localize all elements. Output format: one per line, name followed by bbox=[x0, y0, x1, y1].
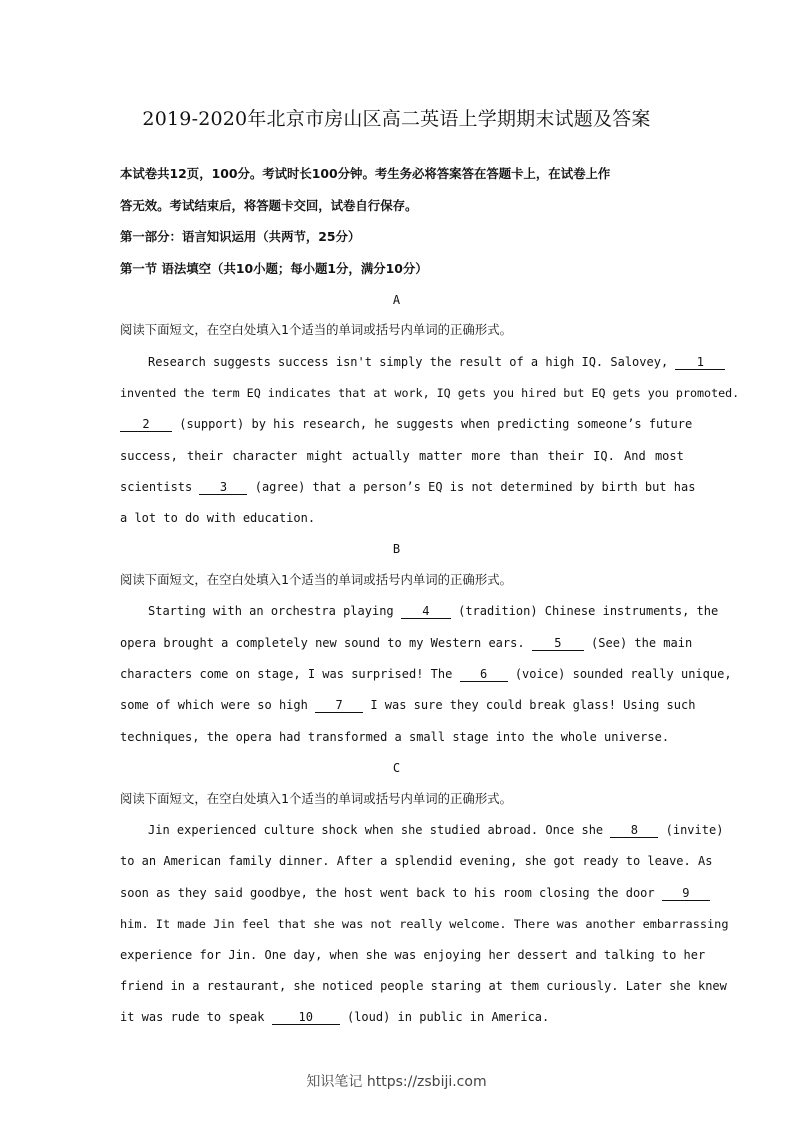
blank-10: 10 bbox=[272, 1011, 340, 1025]
footer-watermark: 知识笔记 https://zsbiji.com bbox=[306, 1074, 487, 1090]
passage-b-line-5: techniques, the opera had transformed a small stage into the whole universe. bbox=[120, 730, 670, 744]
passage-c-line-6: friend in a restaurant, she noticed people staring at them curiously. Later she knew bbox=[120, 979, 727, 993]
text-segment: (loud) in public in America. bbox=[346, 1010, 550, 1024]
intro-line-2: 答无效。考试结束后，将答题卡交回，试卷自行保存。 bbox=[120, 198, 418, 213]
passage-c-line-7 bbox=[120, 1009, 676, 1025]
text-segment: Starting with an orchestra playing bbox=[148, 604, 394, 618]
passage-a-line-3 bbox=[120, 416, 693, 432]
passage-c-line-3 bbox=[120, 885, 690, 901]
blank-9: 9 bbox=[662, 887, 710, 901]
passage-c-line-2: to an American family dinner. After a splendid evening, she got ready to leave. As bbox=[120, 854, 713, 868]
text-segment: (voice) sounded really unique, bbox=[514, 667, 732, 681]
text-segment: it was rude to speak bbox=[120, 1010, 265, 1024]
text-segment: scientists bbox=[120, 480, 193, 494]
part1-heading: 第一部分：语言知识运用（共两节，25分） bbox=[120, 229, 361, 244]
text-segment: Jin experienced culture shock when she studied abroad. Once she bbox=[148, 823, 604, 837]
page-title: 2019-2020年北京市房山区高二英语上学期期末试题及答案 bbox=[142, 108, 651, 130]
text-segment: characters come on stage, I was surprised! The bbox=[120, 667, 453, 681]
passage-c-line-1 bbox=[148, 822, 724, 838]
blank-4: 4 bbox=[401, 605, 451, 619]
text-segment: (support) by his research, he suggests when predicting someone’s future bbox=[179, 417, 693, 431]
passage-b-line-2 bbox=[120, 635, 693, 651]
text-segment: (See) the main bbox=[591, 636, 693, 650]
text-segment: opera brought a completely new sound to my Western ears. bbox=[120, 636, 525, 650]
passage-a-letter: A bbox=[392, 293, 401, 307]
passage-b-line-1 bbox=[148, 603, 719, 619]
text-segment: some of which were so high bbox=[120, 698, 308, 712]
passage-c-letter: C bbox=[392, 761, 401, 775]
passage-b-line-4 bbox=[120, 697, 696, 713]
text-segment: (tradition) Chinese instruments, the bbox=[458, 604, 719, 618]
text-segment: I was sure they could break glass! Using such bbox=[370, 698, 696, 712]
passage-a-line-5 bbox=[120, 479, 696, 495]
passage-a-instruction: 阅读下面短文，在空白处填入1个适当的单词或括号内单词的正确形式。 bbox=[120, 322, 512, 337]
blank-8: 8 bbox=[610, 824, 658, 838]
passage-a-line-1 bbox=[148, 354, 705, 370]
blank-1: 1 bbox=[675, 356, 725, 370]
text-segment: soon as they said goodbye, the host went back to his room closing the door bbox=[120, 886, 655, 900]
passage-a-line-2: invented the term EQ indicates that at work, IQ gets you hired but EQ gets you promoted. bbox=[120, 386, 740, 400]
intro-line-1: 本试卷共12页，100分。考试时长100分钟。考生务必将答案答在答题卡上，在试卷上作 bbox=[120, 166, 611, 181]
passage-c-line-4: him. It made Jin feel that she was not really welcome. There was another embarrassing bbox=[120, 917, 729, 931]
blank-2: 2 bbox=[120, 418, 172, 432]
passage-b-letter: B bbox=[392, 542, 401, 556]
text-segment: Research suggests success isn't simply the result of a high IQ. Salovey, bbox=[148, 355, 669, 369]
text-segment: (invite) bbox=[665, 823, 724, 837]
passage-b-line-3 bbox=[120, 666, 732, 682]
section1-heading: 第一节 语法填空（共10小题；每小题1分，满分10分） bbox=[120, 261, 428, 276]
passage-a-line-4: success, their character might actually matter more than their IQ. And most bbox=[120, 449, 684, 463]
blank-5: 5 bbox=[532, 637, 584, 651]
blank-7: 7 bbox=[315, 699, 363, 713]
passage-b-instruction: 阅读下面短文，在空白处填入1个适当的单词或括号内单词的正确形式。 bbox=[120, 572, 512, 587]
text-segment: (agree) that a person’s EQ is not determined by birth but has bbox=[254, 480, 696, 494]
passage-c-instruction: 阅读下面短文，在空白处填入1个适当的单词或括号内单词的正确形式。 bbox=[120, 791, 512, 806]
passage-c-line-5: experience for Jin. One day, when she was enjoying her dessert and talking to her bbox=[120, 948, 706, 962]
blank-6: 6 bbox=[460, 668, 508, 682]
blank-3: 3 bbox=[199, 481, 247, 495]
passage-a-line-6: a lot to do with education. bbox=[120, 511, 316, 525]
